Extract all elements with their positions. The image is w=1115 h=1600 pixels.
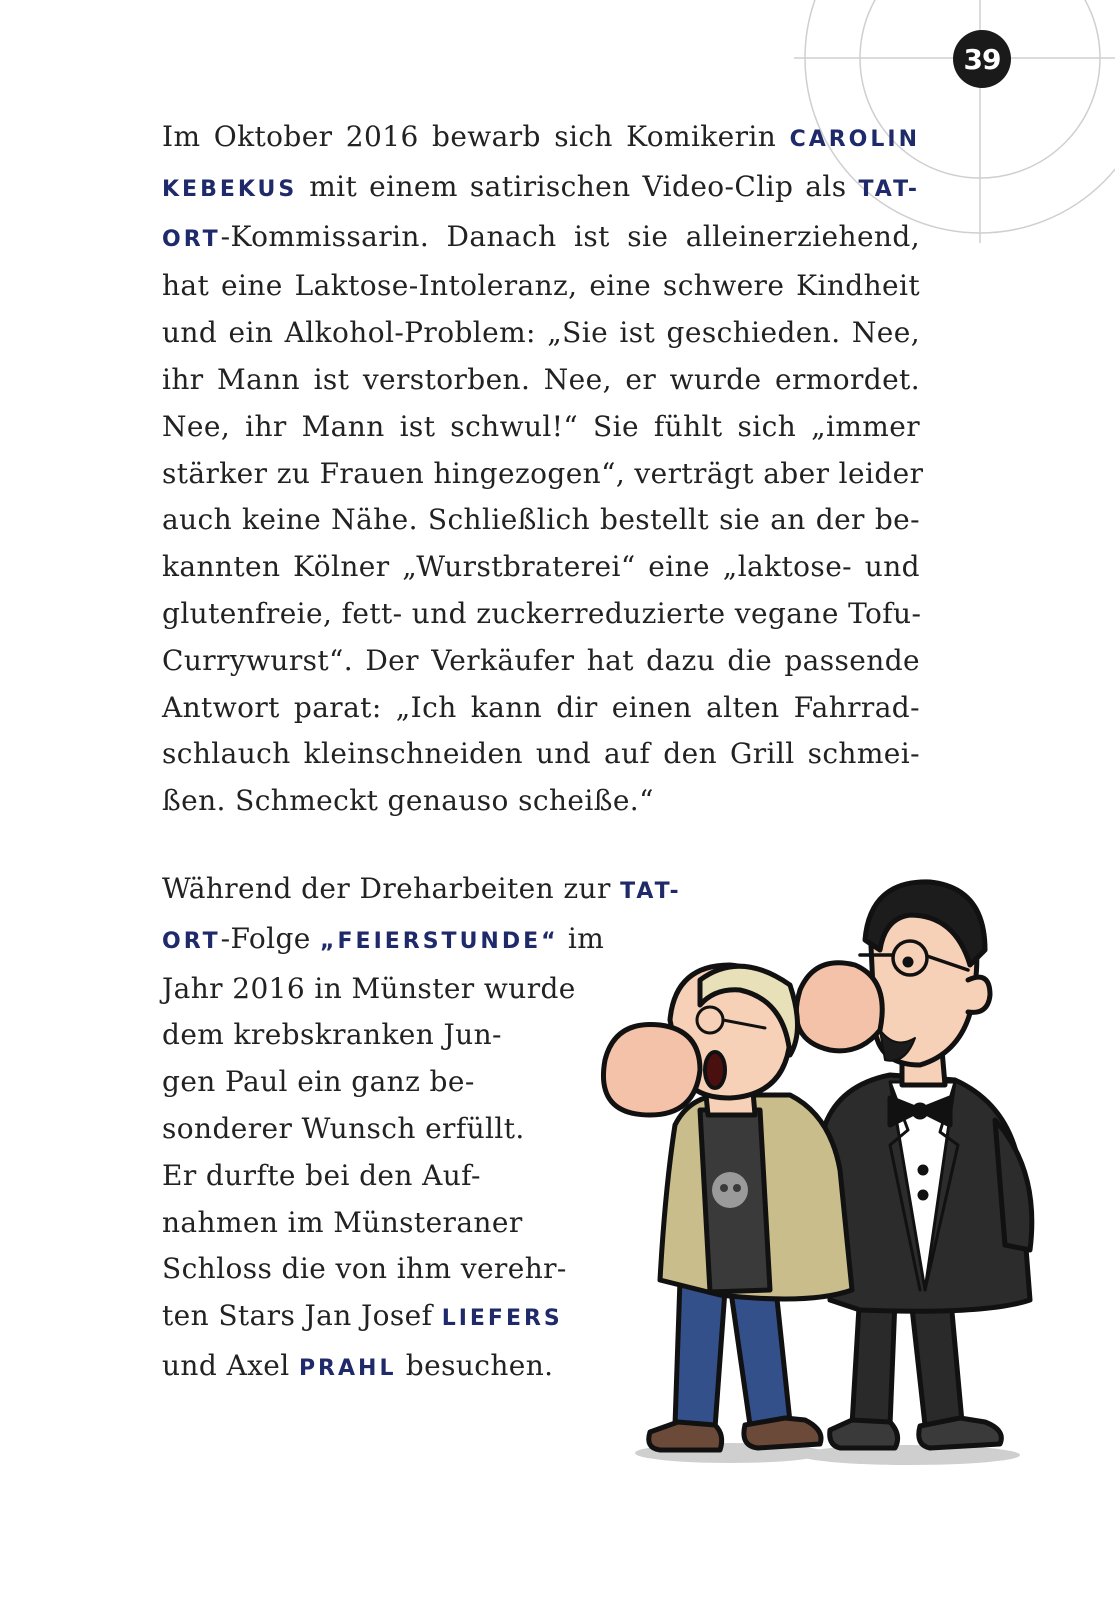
text-run: gen Paul ein ganz be- — [162, 1065, 475, 1099]
text-line — [162, 404, 920, 451]
text-run: auch keine Nähe. Schließlich bestellt sie an der be- — [162, 503, 920, 537]
highlighted-name: LIEFERS — [441, 1306, 563, 1332]
text-run: ten Stars Jan Josef — [162, 1299, 442, 1333]
text-run: -Kommissarin. Danach ist sie alleinerziehend, — [220, 219, 920, 253]
text-run: im — [558, 921, 605, 955]
text-run: Antwort parat: „Ich kann dir einen alten Fahrrad- — [162, 690, 920, 724]
text-line — [162, 357, 920, 404]
text-line — [162, 731, 920, 778]
text-run: stärker zu Frauen hingezogen“, verträgt aber leider — [162, 456, 924, 490]
text-line — [162, 685, 920, 732]
paragraph-kebekus — [162, 114, 924, 825]
text-run: Schloss die von ihm verehr- — [162, 1252, 567, 1286]
highlighted-name: TAT- — [858, 176, 920, 202]
highlighted-name: CAROLIN — [789, 127, 920, 152]
highlighted-name: „FEIERSTUNDE“ — [320, 928, 559, 954]
text-line — [162, 638, 920, 685]
text-line — [162, 591, 920, 638]
highlighted-name: TAT- — [620, 879, 682, 904]
text-run: kannten Kölner „Wurstbraterei“ eine „laktose- und — [162, 550, 920, 584]
text-run: Er durfte bei den Auf- — [162, 1158, 481, 1192]
text-run: -Folge — [220, 921, 321, 955]
text-run: hat eine Laktose-Intoleranz, eine schwere Kindheit — [162, 269, 920, 303]
text-line — [162, 310, 920, 357]
text-run: Nee, ihr Mann ist schwul!“ Sie fühlt sich „immer — [162, 409, 920, 443]
text-line — [162, 164, 920, 214]
text-line — [162, 114, 920, 164]
text-run: Im Oktober 2016 bewarb sich Komikerin — [162, 120, 790, 153]
highlighted-name: ORT — [162, 928, 221, 954]
text-run: ßen. Schmeckt genauso scheiße.“ — [162, 784, 654, 818]
text-line — [162, 544, 920, 591]
highlighted-name: PRAHL — [298, 1355, 397, 1381]
text-run: Während der Dreharbeiten zur — [162, 872, 621, 905]
text-run: und ein Alkohol-Problem: „Sie ist geschieden. Nee, — [162, 316, 920, 350]
text-run: besuchen. — [396, 1348, 554, 1382]
text-run: mit einem satirischen Video-Clip als — [297, 169, 859, 203]
text-line — [162, 497, 920, 544]
text-run: Currywurst“. Der Verkäufer hat dazu die passende — [162, 643, 920, 677]
text-line — [162, 263, 920, 310]
text-run: und Axel — [162, 1348, 299, 1382]
text-line — [162, 778, 920, 825]
page-number-badge: 39 — [953, 30, 1011, 88]
text-run: schlauch kleinschneiden und auf den Grill schmei- — [162, 737, 920, 771]
highlighted-name: KEBEKUS — [162, 176, 298, 202]
text-run: Jahr 2016 in Münster wurde — [162, 971, 576, 1005]
cartoon-two-detectives-illustration — [590, 870, 1060, 1490]
highlighted-name: ORT — [162, 226, 221, 252]
text-run: glutenfreie, fett- und zuckerreduzierte vegane Tofu- — [162, 596, 922, 630]
text-run: ihr Mann ist verstorben. Nee, er wurde ermordet. — [162, 362, 920, 396]
text-run: nahmen im Münsteraner — [162, 1205, 523, 1239]
text-run: dem krebskranken Jun- — [162, 1018, 502, 1052]
text-line — [162, 214, 920, 264]
text-line — [162, 451, 924, 498]
text-run: sonderer Wunsch erfüllt. — [162, 1111, 525, 1145]
